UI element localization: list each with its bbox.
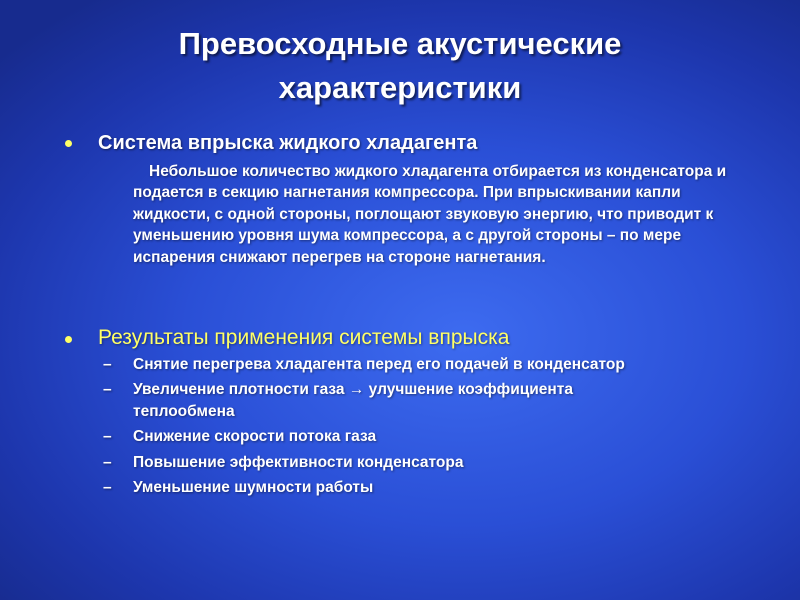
list-item-text: Снятие перегрева хладагента перед его подачей в конденсатор [133, 356, 625, 373]
section-1-paragraph: Небольшое количество жидкого хладагента отбирается из конденсатора и подается в секцию нагнетания компрессора. При впрыскивании капли жидкости, с одной стороны, поглощают звуковую энергию, что приводит к уменьшению уровня шума компрессора, а с другой стороны – по мере испарения снижают перегрев на стороне нагнетания. [133, 163, 727, 266]
dash-marker: – [103, 356, 112, 373]
dash-marker: – [103, 381, 112, 399]
list-item [103, 452, 663, 473]
bullet-dot-icon [65, 336, 72, 343]
section-1-heading: Система впрыска жидкого хладагента [98, 132, 478, 154]
list-item [103, 354, 663, 375]
slide-title [0, 22, 800, 110]
list-item-text: Снижение скорости потока газа [133, 428, 377, 446]
dash-marker: – [103, 479, 112, 497]
dash-marker: – [103, 428, 112, 446]
title-line-1: Превосходные акустические [178, 26, 622, 61]
title-line-2: характеристики [278, 70, 522, 105]
list-item-text: Повышение эффективности конденсатора [133, 453, 464, 471]
section-2-heading: Результаты применения системы впрыска [98, 326, 510, 349]
dash-marker: – [103, 453, 112, 471]
results-list [103, 354, 663, 502]
list-item [103, 379, 663, 422]
list-item-text: Уменьшение шумности работы [133, 479, 374, 497]
bullet-dot-icon [65, 140, 72, 147]
list-item-text: Увеличение плотности газа → улучшение коэффициента теплообмена [133, 381, 573, 420]
list-item [103, 426, 663, 447]
list-item [103, 477, 663, 498]
